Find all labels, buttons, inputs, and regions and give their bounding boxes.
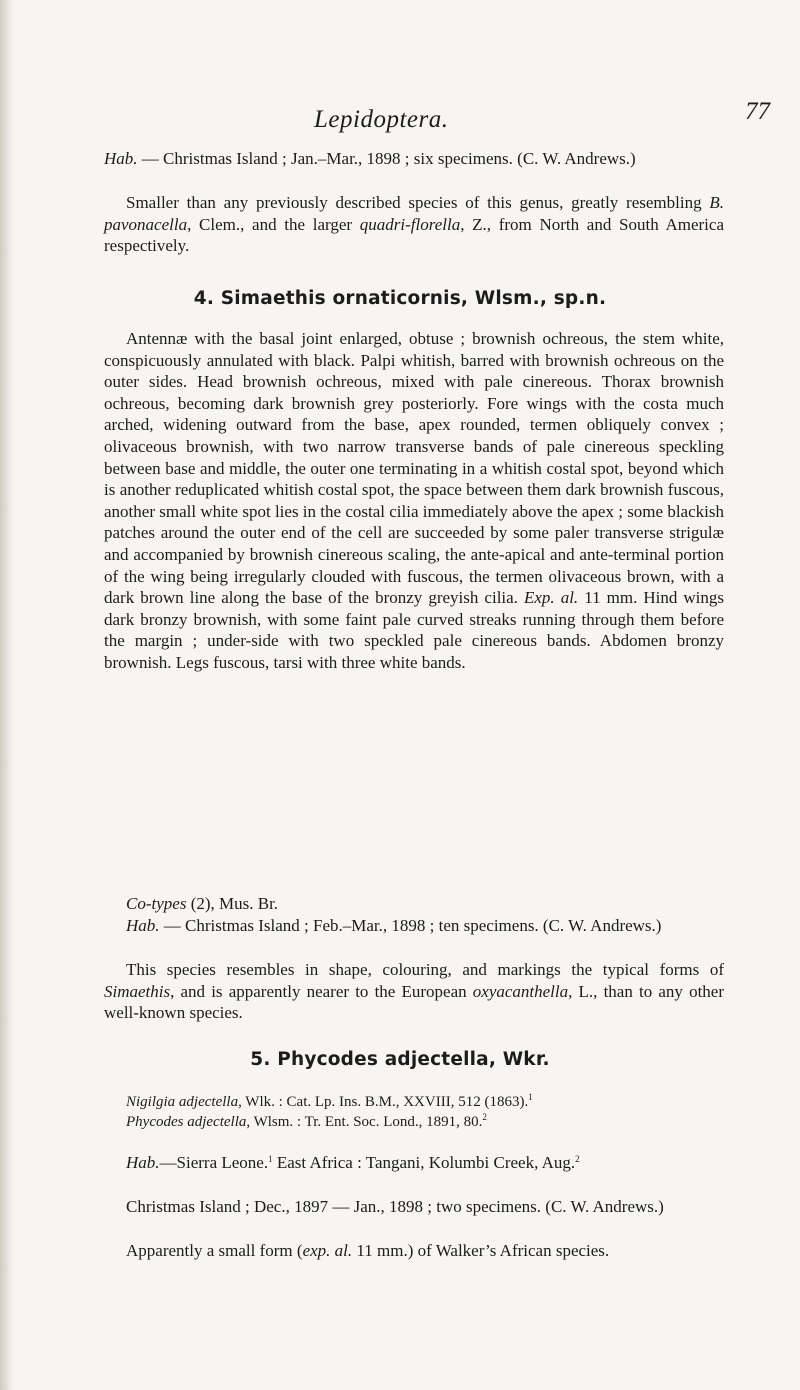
citation-text: , Wlsm. : Tr. Ent. Soc. Lond., 1891, 80. (246, 1114, 483, 1130)
text-run: —Sierra Leone. (159, 1153, 269, 1172)
footnote-ref: 1 (528, 1092, 533, 1102)
species-name: quadri-florella (359, 214, 461, 234)
co-types-label: Co-types (126, 894, 187, 913)
remarks-paragraph-species-5 (104, 1240, 724, 1262)
hab-label: Hab. (104, 149, 138, 168)
hab-label: Hab. (126, 916, 160, 935)
synonym-name: Phycodes adjectella (126, 1114, 247, 1130)
hab-label: Hab. (126, 1153, 160, 1172)
species-name: oxyacanthella (472, 981, 569, 1001)
genus-name: Simaethis (104, 981, 171, 1001)
christmas-island-record (104, 1196, 724, 1218)
habitat-text: — Christmas Island ; Feb.–Mar., 1898 ; ten specimens. (C. W. Andrews.) (159, 916, 662, 935)
footnote-ref: 2 (482, 1112, 487, 1122)
expanse-label: exp. al. (302, 1241, 353, 1260)
page-number: 77 (745, 98, 770, 125)
species-name: B. pavonacella (104, 193, 724, 234)
text-run: Apparently a small form ( (126, 1241, 303, 1260)
text-run: , and is apparently nearer to the European (170, 981, 473, 1001)
expanse-label: Exp. al. (523, 588, 579, 608)
text-run: East Africa : Tangani, Kolumbi Creek, Aug. (272, 1153, 576, 1172)
species-4-heading: 4. Simaethis ornaticornis, Wlsm., sp.n. (193, 288, 607, 309)
text-run: Smaller than any previously described species of this genus, greatly resembling (126, 193, 710, 212)
citation-text: , Wlk. : Cat. Lp. Ins. B.M., XXVIII, 512 (1863). (238, 1094, 529, 1110)
text-run: , Z., from North and South America respectively. (104, 214, 724, 256)
description-paragraph-species-4 (104, 328, 724, 674)
synonym-name: Nigilgia adjectella (126, 1094, 239, 1110)
remarks-paragraph-species-4 (104, 959, 724, 1024)
types-paragraph (104, 893, 724, 915)
habitat-paragraph-species-3 (104, 148, 724, 170)
habitat-paragraph-species-5 (104, 1152, 724, 1174)
footnote-ref: 1 (268, 1154, 273, 1164)
text-run: This species resembles in shape, colouring, and markings the typical forms of (126, 960, 724, 979)
text-run: (2), Mus. Br. (186, 894, 279, 913)
text-run: Christmas Island ; Dec., 1897 — Jan., 1898 ; two specimens. (C. W. Andrews.) (126, 1197, 664, 1216)
habitat-paragraph-species-4 (104, 915, 724, 937)
text-run: 11 mm.) of Walker’s African species. (352, 1241, 610, 1260)
synonymy-line-1 (126, 1092, 746, 1112)
comparison-paragraph-species-3 (104, 192, 724, 257)
text-run: 11 mm. Hind wings dark bronzy brownish, with some faint pale curved streaks running through them before the margin ; under-side with two speckled pale cinereous bands. Abdomen bronzy brownish. Legs fuscous, tarsi with three white bands. (104, 588, 725, 672)
habitat-text: — Christmas Island ; Jan.–Mar., 1898 ; six specimens. (C. W. Andrews.) (137, 149, 636, 168)
text-run: , L., than to any other well-known species. (104, 981, 724, 1023)
text-run: , Clem., and the larger (187, 214, 360, 234)
footnote-ref: 2 (575, 1154, 580, 1164)
species-5-heading: 5. Phycodes adjectella, Wkr. (250, 1049, 550, 1070)
text-run: Antennæ with the basal joint enlarged, obtuse ; brownish ochreous, the stem white, conspicuously annulated with black. Palpi whitish, barred with brownish ochreous on the outer sides. Head brownish ochreous, mixed with pale cinereous. Thorax brownish ochreous, becoming dark brownish grey posteriorly. Fore wings with the costa much arched, widening outward from the base, apex rounded, termen obliquely convex ; olivaceous brownish, with two narrow transverse bands of pale cinereous speckling between base and middle, the outer one terminating in a whitish costal spot, beyond which is another reduplicated whitish costal spot, the space between them dark brownish fuscous, another small white spot lies in the costal cilia immediately above the apex ; some blackish patches around the outer end of the cell are succeeded by some paler transverse strigulæ and accompanied by brownish cinereous scaling, the ante-apical and ante-terminal portion of the wing being irregularly clouded with fuscous, the termen olivaceous brown, with a dark brown line along the base of the bronzy greyish cilia. (104, 329, 724, 608)
synonymy-line-2 (126, 1112, 746, 1132)
running-header-title: Lepidoptera. (314, 106, 449, 133)
